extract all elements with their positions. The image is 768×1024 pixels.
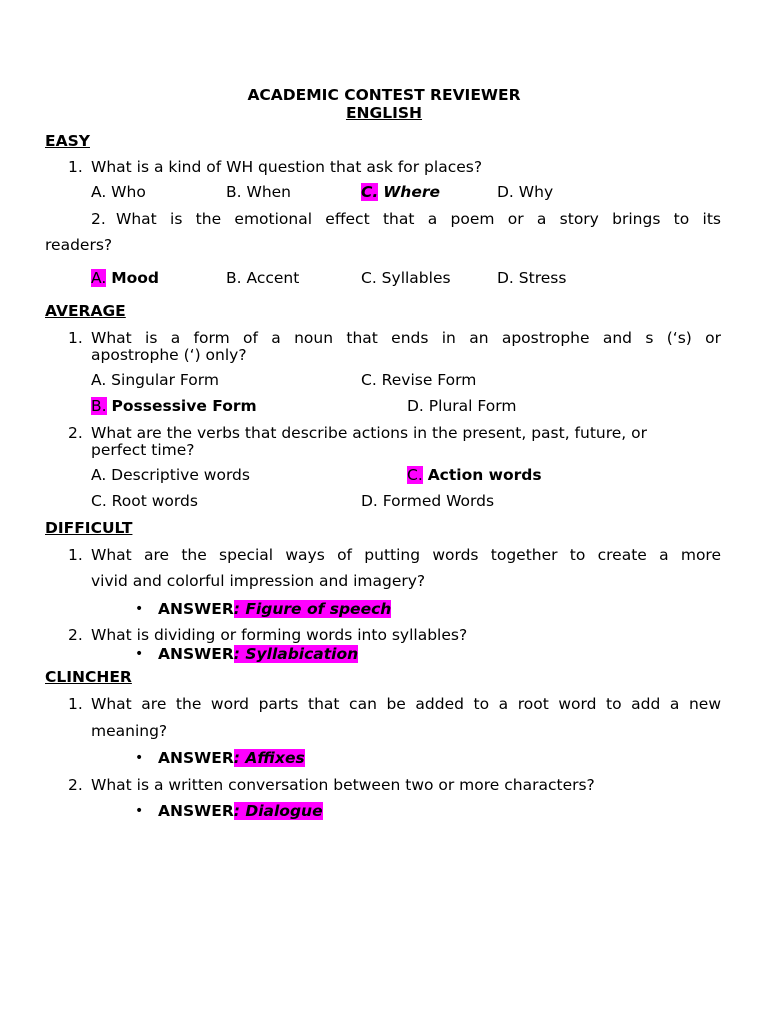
question-text: What is the emotional effect that a poem or a story brings to its [116,210,721,228]
choice-text: Possessive Form [111,397,257,415]
question-number: 2. [68,424,83,442]
question-text: What is a written conversation between two or more characters? [91,776,595,794]
subject-title: ENGLISH [345,104,423,122]
question-number: 2. [91,210,106,228]
bullet-icon: • [135,646,144,662]
choice-c: C. Revise Form [361,371,477,389]
answer-label: ANSWER [158,802,234,820]
question-number: 1. [68,329,83,347]
question-text-cont: vivid and colorful impression and imagery? [91,572,426,590]
choice-letter: A. [91,269,107,287]
question-text: What are the verbs that describe actions in the present, past, future, or [91,424,648,442]
choice-d: D. Stress [497,269,567,287]
choice-letter: C. [407,466,423,484]
question-text: What is a kind of WH question that ask for places? [91,158,483,176]
bullet-icon: • [135,803,144,819]
answer-text: : Syllabication [233,645,359,663]
choice-text: Action words [427,466,542,484]
choice-c: C. Syllables [361,269,451,287]
choice-d: D. Plural Form [407,397,517,415]
choice-text: Where [383,183,441,201]
choice-c: C. Root words [91,492,198,510]
question-number: 2. [68,776,83,794]
answer-label: ANSWER [158,749,234,767]
answer-line [158,802,323,820]
answer-line [158,749,305,767]
answer-label: ANSWER [158,600,234,618]
bullet-icon: • [135,601,144,617]
section-heading-easy: EASY [45,132,90,150]
choice-c-correct [361,183,440,201]
question-number: 1. [68,695,83,713]
answer-label: ANSWER [158,645,234,663]
question-text-cont: readers? [45,236,113,254]
question-number: 2. [68,626,83,644]
question-text-cont: apostrophe (‘) only? [91,346,247,364]
question-text-cont: meaning? [91,722,168,740]
question-text: What is dividing or forming words into syllables? [91,626,468,644]
answer-text: : Affixes [233,749,305,767]
choice-a: A. Singular Form [91,371,219,389]
bullet-icon: • [135,750,144,766]
question-number: 1. [68,546,83,564]
answer-line [158,600,391,618]
answer-text: : Dialogue [233,802,323,820]
choice-b: B. When [226,183,291,201]
question-text: What are the word parts that can be added to a root word to add a new [91,695,721,713]
answer-text: : Figure of speech [233,600,392,618]
choice-d: D. Formed Words [361,492,495,510]
question-number: 1. [68,158,83,176]
choice-text: Mood [111,269,160,287]
choice-c-correct [407,466,542,484]
choice-b: B. Accent [226,269,300,287]
choice-letter: C. [361,183,379,201]
choice-a-correct [91,269,159,287]
choice-a: A. Descriptive words [91,466,250,484]
choice-letter: B. [91,397,107,415]
question-text: What is a form of a noun that ends in an apostrophe and s (‘s) or [91,329,721,347]
page-title: ACADEMIC CONTEST REVIEWER [247,86,521,104]
section-heading-average: AVERAGE [45,302,126,320]
question-text-cont: perfect time? [91,441,195,459]
question-text: What are the special ways of putting words together to create a more [91,546,721,564]
answer-line [158,645,358,663]
choice-b-correct [91,397,257,415]
section-heading-clincher: CLINCHER [45,668,132,686]
section-heading-difficult: DIFFICULT [45,519,133,537]
choice-d: D. Why [497,183,554,201]
choice-a: A. Who [91,183,146,201]
